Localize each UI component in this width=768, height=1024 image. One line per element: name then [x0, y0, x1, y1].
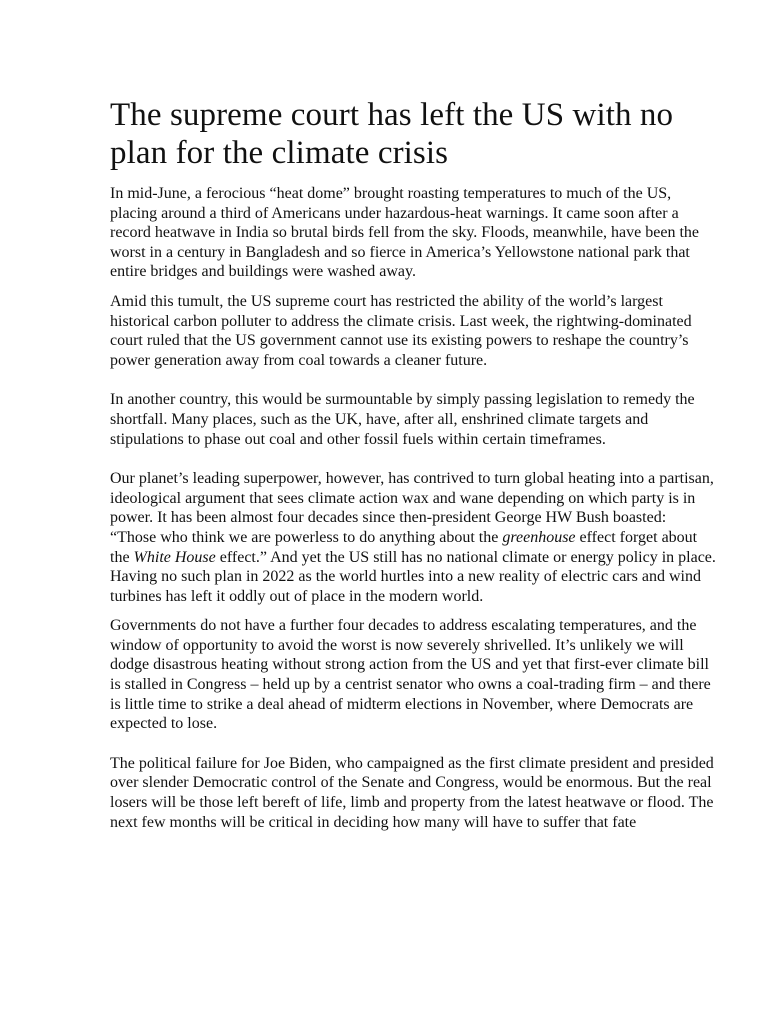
paragraph-superpower-text-2: effect forget about the [110, 528, 698, 566]
paragraph-heat-dome: In mid-June, a ferocious “heat dome” brought roasting temperatures to much of the US, placing around a third of Americans under hazardous-heat warnings. It came soon after a record heatwave in India so brutal birds fell from the sky. Floods, meanwhile, have been the worst in a century in Bangladesh and so fierce in America’s Yellowstone national park that entire bridges and buildings were washed away. [110, 185, 700, 281]
paragraph-another-country: In another country, this would be surmountable by simply passing legislation to remedy the shortfall. Many places, such as the UK, have, after all, enshrined climate targets and stipulations to phase out coal and other fossil fuels within certain timeframes. [110, 391, 695, 448]
white-house-emphasis: White House [133, 548, 216, 566]
paragraph-superpower-text-1: Our planet’s leading superpower, however, has contrived to turn global heating into a partisan, ideological argument that sees climate action wax and wane depending on which party is in power. It has been almost four decades since then-president George HW Bush boasted: “Those who think we are powerless to do anything about the [110, 470, 714, 546]
paragraph-political-failure: The political failure for Joe Biden, who campaigned as the first climate president and presided over slender Democratic control of the Senate and Congress, would be enormous. But the real losers will be those left bereft of life, limb and property from the latest heatwave or flood. The next few months will be critical in deciding how many will have to suffer that fate [110, 754, 714, 831]
article [110, 96, 716, 832]
article-title: The supreme court has left the US with no plan for the climate crisis [110, 97, 674, 171]
paragraph-supreme-court: Amid this tumult, the US supreme court has restricted the ability of the world’s largest historical carbon polluter to address the climate crisis. Last week, the rightwing-dominated court ruled that the US government cannot use its existing powers to reshape the country’s power generation away from coal towards a cleaner future. [110, 292, 692, 369]
paragraph-superpower-text-3: effect.” And yet the US still has no national climate or energy policy in place. Having no such plan in 2022 as the world hurtles into a new reality of electric cars and wind turbines has left it oddly out of place in the modern world. [110, 548, 716, 605]
paragraph-superpower [110, 469, 716, 606]
greenhouse-emphasis: greenhouse [502, 528, 576, 546]
paragraph-governments: Governments do not have a further four decades to address escalating temperatures, and the window of opportunity to avoid the worst is now severely shrivelled. It’s unlikely we will dodge disastrous heating without strong action from the US and yet that first-ever climate bill is stalled in Congress – held up by a centrist senator who owns a coal-trading firm – and there is little time to strike a deal ahead of midterm elections in November, where Democrats are expected to lose. [110, 617, 711, 733]
